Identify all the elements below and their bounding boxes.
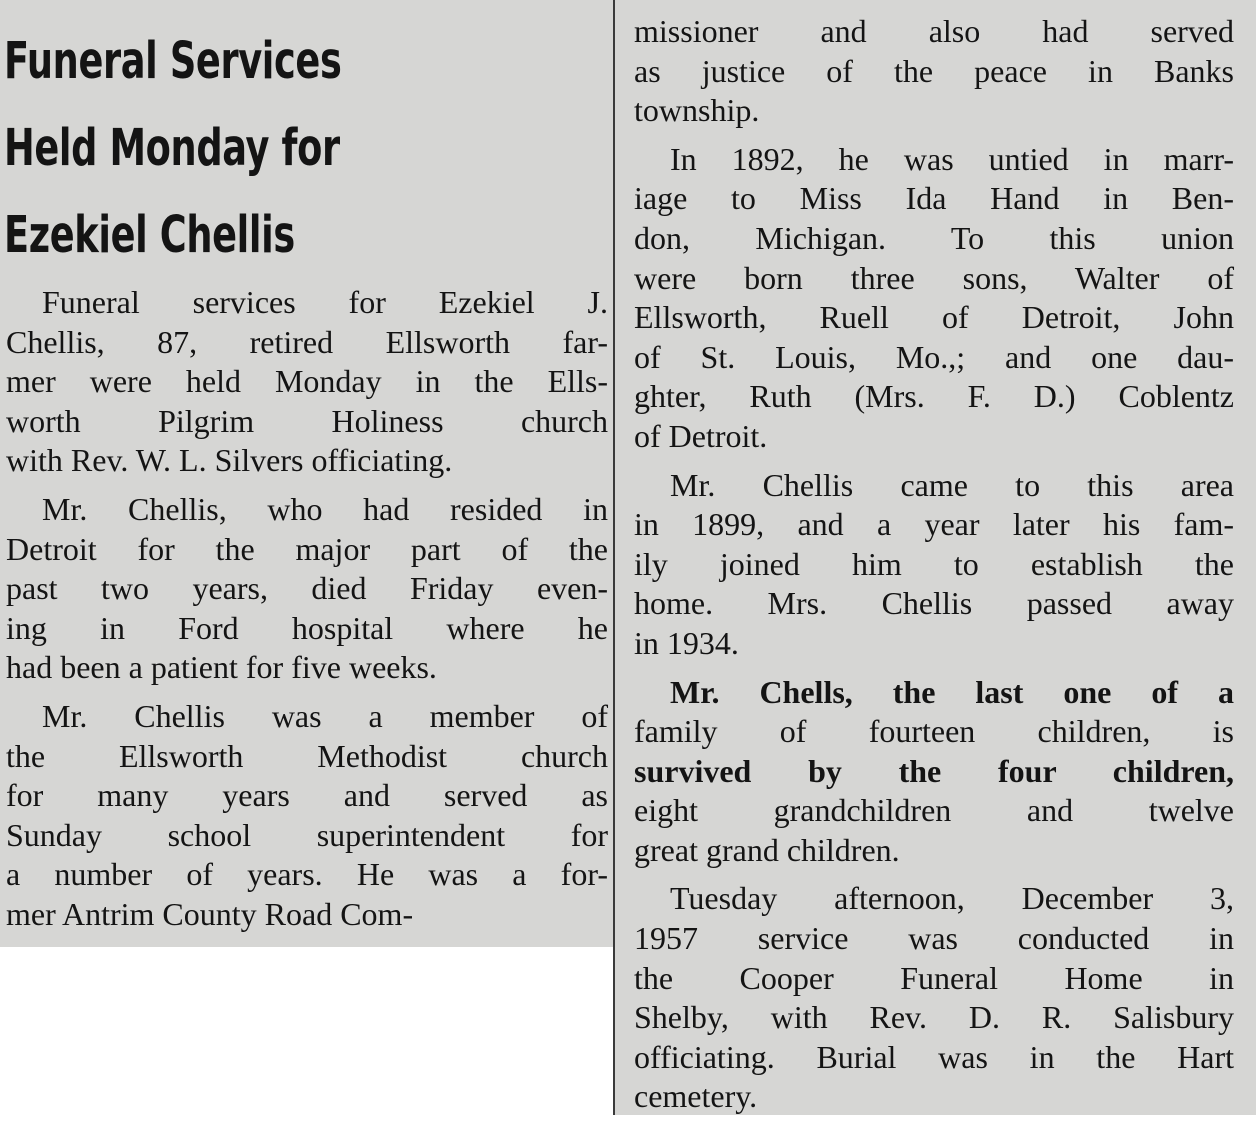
text-line: Funeral services for Ezekiel J. — [42, 284, 608, 320]
text-line: ily joined him to establish the — [634, 545, 1234, 582]
text-line: home. Mrs. Chellis passed away — [634, 585, 1234, 622]
article-body-right — [634, 12, 1234, 1126]
text-line: In 1892, he was untied in marr- — [670, 140, 1234, 177]
text-line: in 1934. — [634, 624, 739, 661]
text-line: survived by the four children, — [634, 752, 1234, 789]
text-line: mer were held Monday in the Ells- — [6, 363, 608, 400]
text-line: as justice of the peace in Banks — [634, 52, 1234, 89]
text-line: Mr. Chells, the last one of a — [670, 673, 1234, 710]
paragraph — [6, 697, 608, 935]
text-line: Ellsworth, Ruell of Detroit, John — [634, 299, 1234, 336]
text-line: were born three sons, Walter of — [634, 259, 1234, 296]
text-line: a number of years. He was a for- — [6, 856, 608, 893]
text-line: ghter, Ruth (Mrs. F. D.) Coblentz — [634, 378, 1234, 415]
text-line: don, Michigan. To this union — [634, 219, 1234, 256]
text-line: officiating. Burial was in the Hart — [634, 1038, 1234, 1075]
text-line: mer Antrim County Road Com- — [6, 895, 414, 932]
headline-line: Held Monday for — [4, 119, 340, 178]
column-divider — [613, 0, 615, 1115]
text-line: with Rev. W. L. Silvers officiating. — [6, 442, 453, 479]
text-line: township. — [634, 92, 760, 129]
article-body-left — [6, 283, 608, 944]
text-line: Sunday school superintendent for — [6, 816, 608, 853]
text-line: the Ellsworth Methodist church — [6, 737, 608, 774]
text-line: 1957 service was conducted in — [634, 920, 1234, 957]
paragraph — [6, 490, 608, 688]
text-line: past two years, died Friday even- — [6, 570, 608, 607]
text-line: Shelby, with Rev. D. R. Salisbury — [634, 999, 1234, 1036]
text-line: family of fourteen children, is — [634, 713, 1234, 750]
text-line: had been a patient for five weeks. — [6, 649, 437, 686]
headline-line: Ezekiel Chellis — [4, 206, 295, 265]
paragraph — [634, 879, 1234, 1117]
text-line: of St. Louis, Mo.,; and one dau- — [634, 338, 1234, 375]
text-line: Chellis, 87, retired Ellsworth far- — [6, 323, 608, 360]
text-line: Mr. Chellis was a member of — [42, 697, 608, 734]
text-line: the Cooper Funeral Home in — [634, 959, 1234, 996]
text-line: worth Pilgrim Holiness church — [6, 402, 608, 439]
text-line: Detroit for the major part of the — [6, 530, 608, 567]
text-line: ing in Ford hospital where he — [6, 609, 608, 646]
text-line: Tuesday afternoon, December 3, — [670, 880, 1234, 917]
text-line: cemetery. — [634, 1078, 758, 1115]
text-line: eight grandchildren and twelve — [634, 792, 1234, 829]
text-line: Mr. Chellis came to this area — [670, 466, 1234, 503]
paragraph — [634, 12, 1234, 131]
text-line: iage to Miss Ida Hand in Ben- — [634, 180, 1234, 217]
text-line: in 1899, and a year later his fam- — [634, 506, 1234, 543]
text-line: for many years and served as — [6, 777, 608, 814]
text-line: great grand children. — [634, 831, 900, 868]
text-line: Mr. Chellis, who had resided in — [42, 490, 608, 527]
text-line: missioner and also had served — [634, 13, 1234, 49]
headline — [4, 18, 436, 279]
paragraph — [634, 673, 1234, 871]
headline-line: Funeral Services — [4, 32, 342, 91]
paragraph — [634, 140, 1234, 457]
paragraph — [634, 466, 1234, 664]
paragraph — [6, 283, 608, 481]
text-line: of Detroit. — [634, 417, 768, 454]
